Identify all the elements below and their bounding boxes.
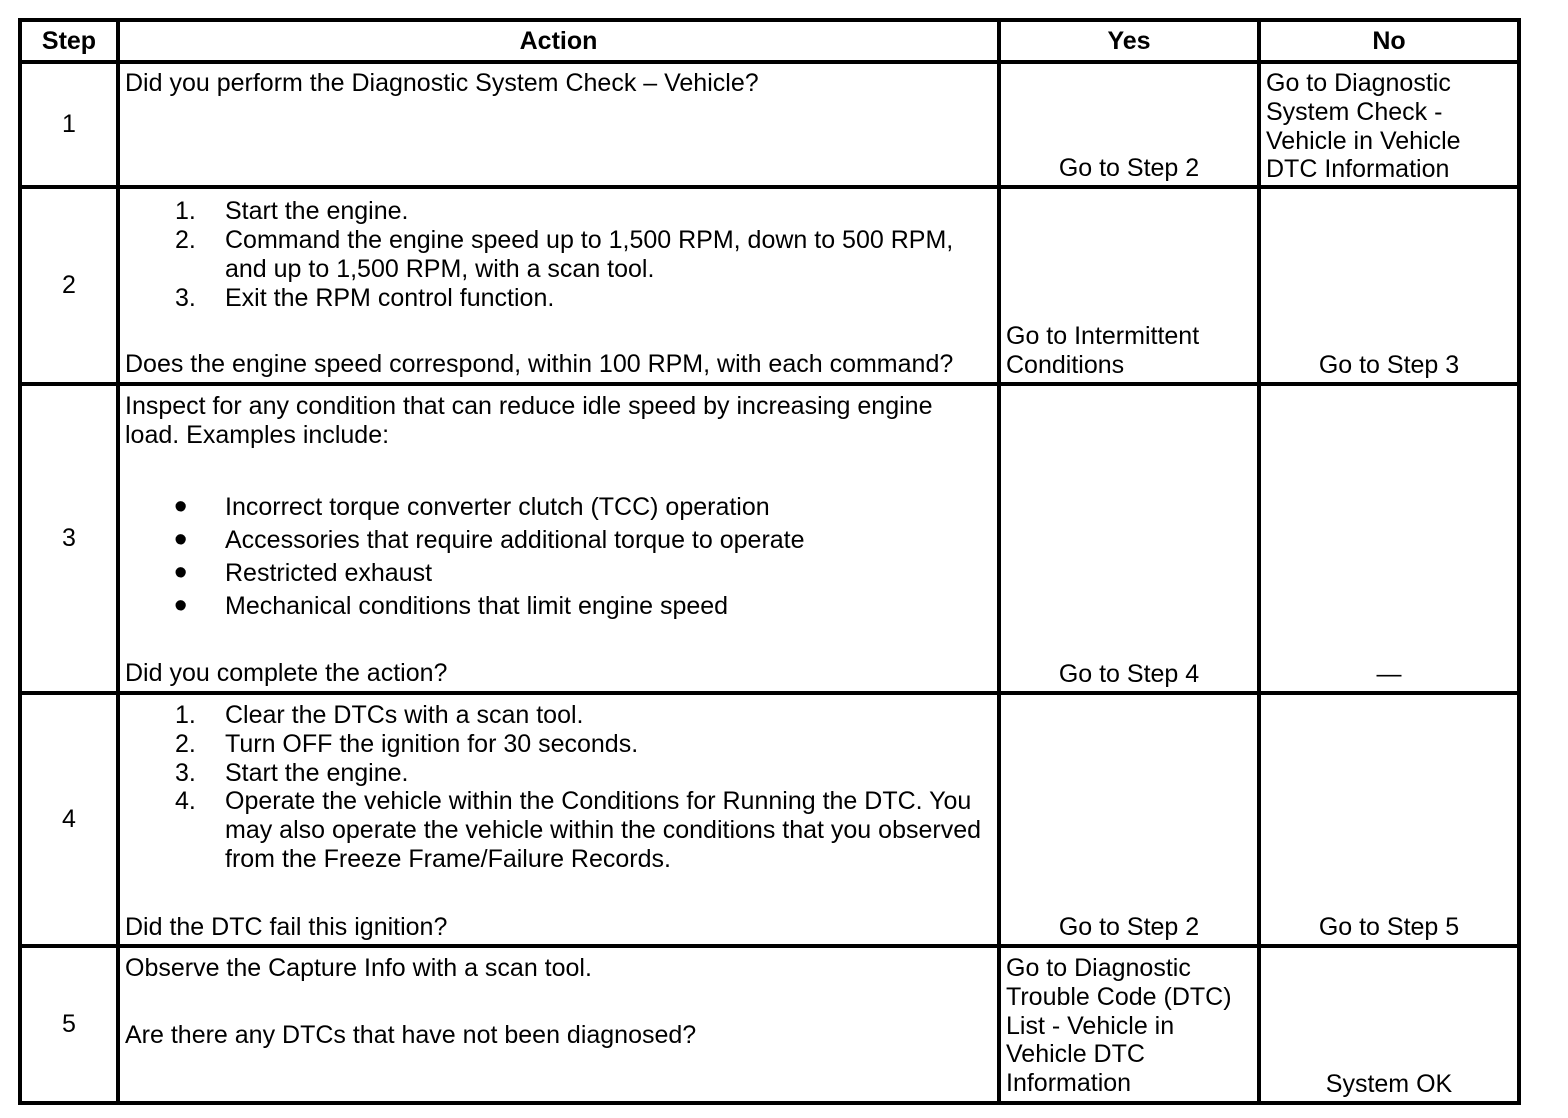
action-instruction: Inspect for any condition that can reduce idle speed by increasing engine load. Examples include: — [125, 392, 933, 449]
header-no: No — [1372, 26, 1406, 55]
yes-cell — [1001, 386, 1257, 691]
action-cell — [120, 695, 997, 944]
list-number: 3. — [175, 758, 196, 787]
list-item-text: Mechanical conditions that limit engine speed — [225, 592, 729, 620]
list-item-text: Start the engine. — [225, 197, 409, 225]
yes-cell — [1001, 189, 1257, 382]
yes-outcome: Go to Intermittent Conditions — [1006, 322, 1200, 379]
action-instruction: Observe the Capture Info with a scan tool. — [125, 954, 592, 982]
numbered-list-item — [175, 758, 991, 788]
numbered-list-item — [175, 701, 991, 730]
bullet-list-item — [174, 552, 991, 594]
step-number: 3 — [62, 524, 76, 553]
header-yes: Yes — [1107, 26, 1151, 55]
bullet-marker: • — [174, 585, 188, 627]
header-step: Step — [41, 26, 97, 55]
list-number: 2. — [175, 226, 196, 254]
action-question: Did the DTC fail this ignition? — [125, 913, 448, 941]
list-item-text: Turn OFF the ignition for 30 seconds. — [225, 729, 639, 758]
yes-cell — [1001, 948, 1257, 1101]
action-question: Did you perform the Diagnostic System Check – Vehicle? — [125, 69, 759, 97]
list-item-text: Incorrect torque converter clutch (TCC) operation — [225, 493, 770, 521]
list-item-text: Restricted exhaust — [225, 559, 433, 587]
numbered-list-item — [175, 226, 991, 284]
no-cell — [1261, 64, 1517, 185]
table-border-bottom — [18, 1101, 1521, 1105]
step-cell — [22, 189, 116, 382]
list-number: 1. — [175, 701, 196, 729]
yes-outcome: Go to Diagnostic Trouble Code (DTC) List - Vehicle in Vehicle DTC Information — [1006, 954, 1232, 1097]
no-cell — [1261, 695, 1517, 944]
list-item-text: Operate the vehicle within the Conditions for Running the DTC. You may also operate the vehicle within the conditions that you observed from the Freeze Frame/Failure Records. — [225, 787, 982, 873]
no-outcome: System OK — [1325, 1069, 1453, 1098]
no-outcome: Go to Step 3 — [1318, 350, 1460, 379]
action-cell — [120, 64, 997, 185]
no-outcome: Go to Step 5 — [1318, 912, 1460, 941]
bullet-list-item — [174, 486, 991, 528]
list-number: 2. — [175, 729, 196, 758]
action-cell — [120, 386, 997, 691]
list-item-text: Start the engine. — [225, 758, 409, 787]
yes-cell — [1001, 64, 1257, 185]
yes-outcome: Go to Step 2 — [1058, 912, 1200, 941]
list-number: 3. — [175, 283, 196, 312]
list-item-text: Clear the DTCs with a scan tool. — [225, 701, 584, 729]
header-action: Action — [519, 26, 598, 55]
header-action-cell — [120, 22, 997, 60]
step-number: 2 — [62, 271, 76, 300]
list-item-text: Accessories that require additional torque to operate — [225, 526, 805, 554]
header-no-cell — [1261, 22, 1517, 60]
action-question: Did you complete the action? — [125, 659, 448, 687]
bullet-marker: • — [174, 552, 188, 594]
no-cell — [1261, 189, 1517, 382]
bullet-marker: • — [174, 486, 188, 528]
header-step-cell — [22, 22, 116, 60]
step-number: 4 — [62, 805, 76, 834]
no-outcome: Go to Diagnostic System Check - Vehicle in Vehicle DTC Information — [1266, 69, 1461, 184]
action-cell — [120, 948, 997, 1101]
step-number: 1 — [62, 110, 76, 139]
yes-outcome: Go to Step 4 — [1058, 659, 1200, 688]
bullet-list-item — [174, 519, 991, 561]
no-cell — [1261, 386, 1517, 691]
action-question: Does the engine speed correspond, within 100 RPM, with each command? — [125, 350, 954, 378]
table-border-right — [1517, 18, 1521, 1105]
list-number: 1. — [175, 197, 196, 225]
step-cell — [22, 695, 116, 944]
step-number: 5 — [62, 1010, 76, 1039]
no-cell — [1261, 948, 1517, 1101]
yes-cell — [1001, 695, 1257, 944]
numbered-list-item — [175, 197, 991, 226]
step-cell — [22, 64, 116, 185]
bullet-list-item — [174, 585, 991, 627]
list-item-text: Exit the RPM control function. — [225, 283, 555, 312]
yes-outcome: Go to Step 2 — [1058, 153, 1200, 182]
bullet-marker: • — [174, 519, 188, 561]
action-cell — [120, 189, 997, 382]
step-cell — [22, 948, 116, 1101]
list-item-text: Command the engine speed up to 1,500 RPM, down to 500 RPM, and up to 1,500 RPM, with a scan tool. — [225, 226, 954, 283]
numbered-list-item — [175, 787, 991, 873]
action-question: Are there any DTCs that have not been diagnosed? — [125, 1021, 697, 1049]
no-outcome: — — [1376, 659, 1402, 688]
numbered-list-item — [175, 283, 991, 313]
numbered-list-item — [175, 729, 991, 759]
list-number: 4. — [175, 787, 196, 816]
step-cell — [22, 386, 116, 691]
header-yes-cell — [1001, 22, 1257, 60]
